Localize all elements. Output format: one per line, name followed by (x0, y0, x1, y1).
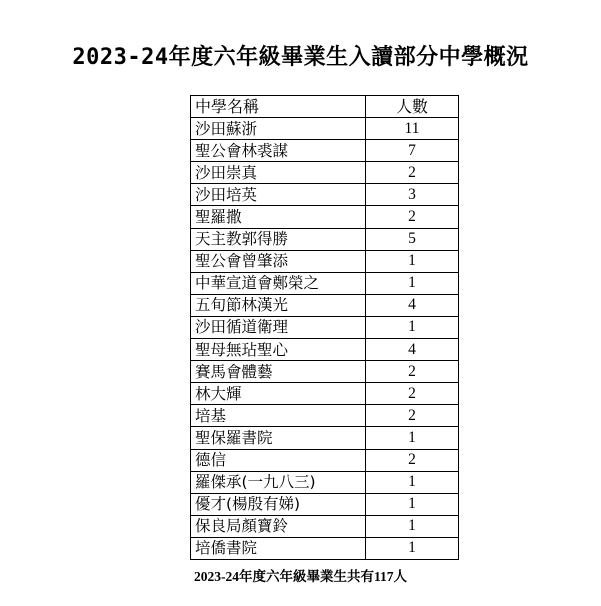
school-name-cell: 賽馬會體藝 (191, 361, 366, 383)
school-name-cell: 沙田蘇浙 (191, 118, 366, 140)
school-name-cell: 培基 (191, 405, 366, 427)
student-count-cell: 1 (366, 272, 459, 294)
student-count-cell: 3 (366, 184, 459, 206)
student-count-cell: 1 (366, 537, 459, 559)
student-count-cell: 4 (366, 294, 459, 316)
school-table (190, 95, 459, 560)
column-header-school-name: 中學名稱 (191, 96, 366, 118)
student-count-cell: 1 (366, 316, 459, 338)
school-name-cell: 沙田崇真 (191, 162, 366, 184)
school-name-cell: 保良局顏寶鈴 (191, 515, 366, 537)
student-count-cell: 2 (366, 449, 459, 471)
school-name-cell: 德信 (191, 449, 366, 471)
student-count-cell: 2 (366, 405, 459, 427)
table-row (191, 162, 459, 184)
table-row (191, 361, 459, 383)
school-name-cell: 羅傑承(一九八三) (191, 471, 366, 493)
table-row (191, 471, 459, 493)
school-name-cell: 天主教郭得勝 (191, 228, 366, 250)
school-name-cell: 聖保羅書院 (191, 427, 366, 449)
student-count-cell: 7 (366, 140, 459, 162)
school-name-cell: 培僑書院 (191, 537, 366, 559)
school-name-cell: 林大輝 (191, 383, 366, 405)
table-row (191, 118, 459, 140)
school-name-cell: 聖母無玷聖心 (191, 339, 366, 361)
table-header-row (191, 96, 459, 118)
student-count-cell: 2 (366, 383, 459, 405)
student-count-cell: 11 (366, 118, 459, 140)
school-name-cell: 聖公會曾肇添 (191, 250, 366, 272)
student-count-cell: 2 (366, 162, 459, 184)
table-row (191, 339, 459, 361)
student-count-cell: 1 (366, 250, 459, 272)
school-name-cell: 沙田培英 (191, 184, 366, 206)
school-name-cell: 聖羅撒 (191, 206, 366, 228)
student-count-cell: 2 (366, 361, 459, 383)
school-name-cell: 中華宣道會鄭榮之 (191, 272, 366, 294)
school-name-cell: 五旬節林漢光 (191, 294, 366, 316)
total-students-note: 2023-24年度六年級畢業生共有117人 (193, 569, 407, 584)
student-count-cell: 1 (366, 427, 459, 449)
table-row (191, 515, 459, 537)
school-name-cell: 優才(楊殷有娣) (191, 493, 366, 515)
student-count-cell: 4 (366, 339, 459, 361)
table-row (191, 427, 459, 449)
table-row (191, 228, 459, 250)
table-row (191, 537, 459, 559)
table-row (191, 250, 459, 272)
student-count-cell: 2 (366, 206, 459, 228)
page-title: 2023-24年度六年級畢業生入讀部分中學概況 (72, 45, 529, 70)
table-row (191, 140, 459, 162)
student-count-cell: 5 (366, 228, 459, 250)
table-row (191, 493, 459, 515)
school-name-cell: 聖公會林裘謀 (191, 140, 366, 162)
table-row (191, 383, 459, 405)
student-count-cell: 1 (366, 493, 459, 515)
column-header-student-count: 人數 (366, 96, 459, 118)
student-count-cell: 1 (366, 471, 459, 493)
table-row (191, 272, 459, 294)
table-row (191, 316, 459, 338)
table-row (191, 405, 459, 427)
table-row (191, 294, 459, 316)
table-row (191, 184, 459, 206)
student-count-cell: 1 (366, 515, 459, 537)
school-name-cell: 沙田循道衛理 (191, 316, 366, 338)
table-row (191, 449, 459, 471)
table-row (191, 206, 459, 228)
